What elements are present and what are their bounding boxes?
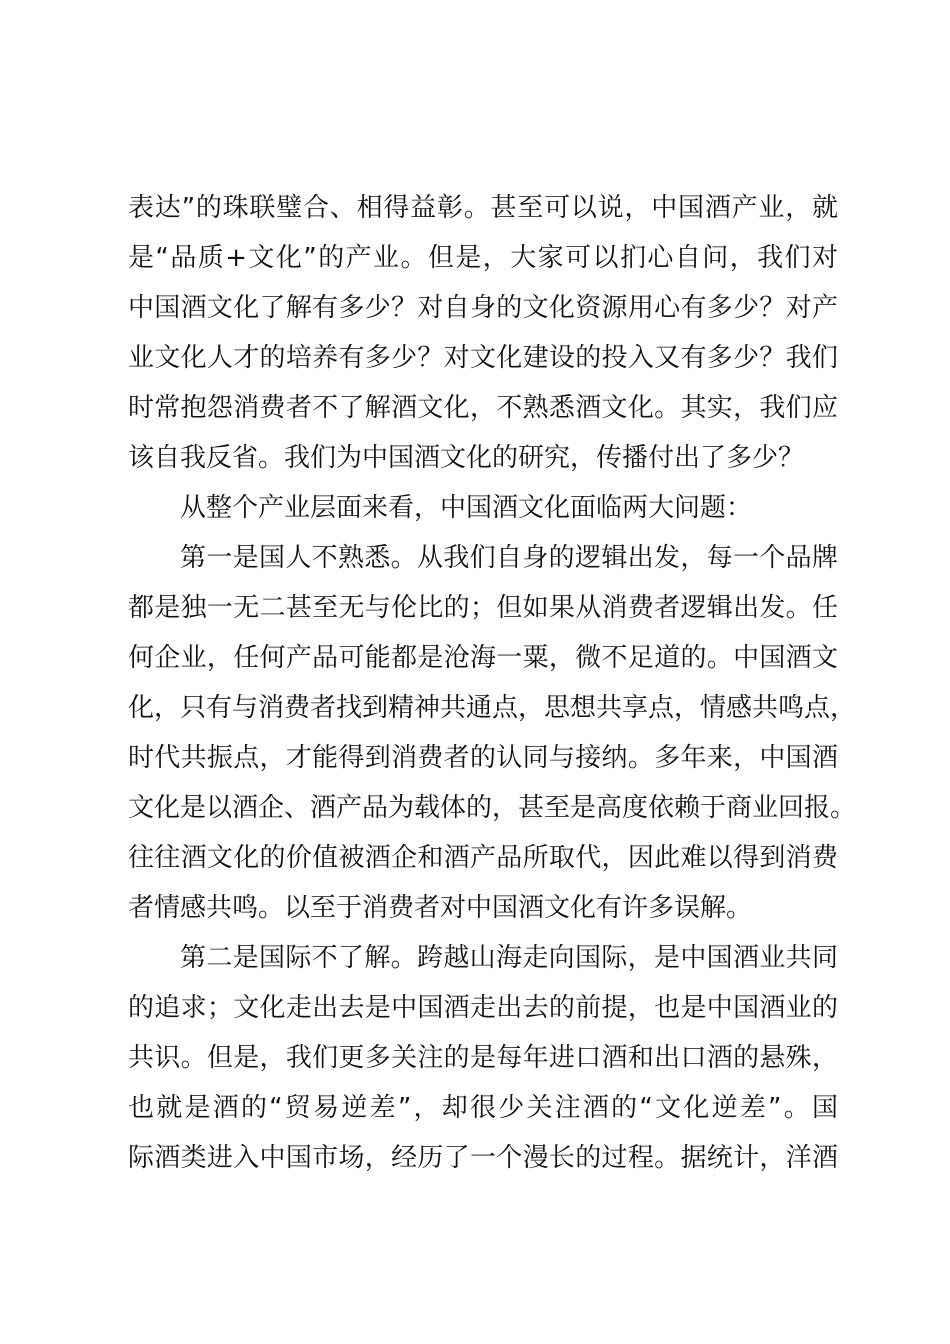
text-line: 的追求；文化走出去是中国酒走出去的前提，也是中国酒业的 <box>128 993 838 1023</box>
text-line: 者情感共鸣。以至于消费者对中国酒文化有许多误解。 <box>128 893 753 923</box>
text-line: 中国酒文化了解有多少？对自身的文化资源用心有多少？对产 <box>128 293 838 323</box>
paragraph-line: 第二是国际不了解。跨越山海走向国际，是中国酒业共同 <box>180 943 838 973</box>
text-line: 共识。但是，我们更多关注的是每年进口酒和出口酒的悬殊， <box>128 1043 838 1073</box>
text-line: 时常抱怨消费者不了解酒文化，不熟悉酒文化。其实，我们应 <box>128 393 838 423</box>
paragraph-line: 第一是国人不熟悉。从我们自身的逻辑出发，每一个品牌 <box>180 543 838 573</box>
text-line: 际酒类进入中国市场，经历了一个漫长的过程。据统计，洋酒 <box>128 1143 838 1173</box>
text-line: 何企业，任何产品可能都是沧海一粟，微不足道的。中国酒文 <box>128 643 838 673</box>
text-line: 业文化人才的培养有多少？对文化建设的投入又有多少？我们 <box>128 343 838 373</box>
text-line: 是“品质+文化”的产业。但是，大家可以扪心自问，我们对 <box>128 243 838 273</box>
text-line: 文化是以酒企、酒产品为载体的，甚至是高度依赖于商业回报。 <box>128 793 857 823</box>
text-line: 都是独一无二甚至无与伦比的；但如果从消费者逻辑出发。任 <box>128 593 838 623</box>
text-line: 化，只有与消费者找到精神共通点，思想共享点，情感共鸣点， <box>128 693 857 723</box>
body-text <box>128 183 857 1183</box>
paragraph-line: 从整个产业层面来看，中国酒文化面临两大问题： <box>180 493 753 523</box>
text-line: 时代共振点，才能得到消费者的认同与接纳。多年来，中国酒 <box>128 743 838 773</box>
text-line: 也就是酒的“贸易逆差”，却很少关注酒的“文化逆差”。国 <box>128 1093 838 1123</box>
text-line: 往往酒文化的价值被酒企和酒产品所取代，因此难以得到消费 <box>128 843 838 873</box>
text-line: 表达”的珠联璧合、相得益彰。甚至可以说，中国酒产业，就 <box>128 193 838 223</box>
text-line: 该自我反省。我们为中国酒文化的研究，传播付出了多少？ <box>128 443 805 473</box>
